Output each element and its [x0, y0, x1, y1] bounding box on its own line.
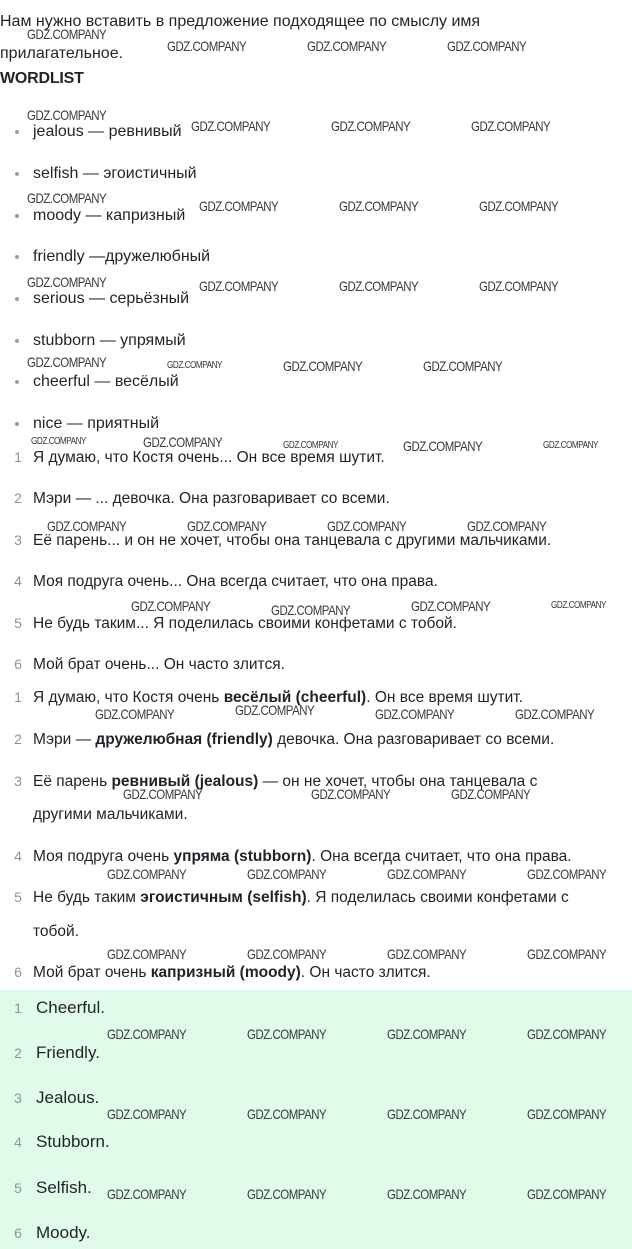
watermark-text: GDZ.COMPANY — [527, 1186, 607, 1202]
watermark-text: GDZ.COMPANY — [339, 278, 419, 294]
watermark-text: GDZ.COMPANY — [107, 946, 187, 962]
watermark-text: GDZ.COMPANY — [247, 866, 327, 882]
bullet-icon — [15, 297, 19, 301]
watermark-text: GDZ.COMPANY — [543, 440, 599, 451]
bullet-icon — [15, 422, 19, 426]
watermark-text: GDZ.COMPANY — [123, 786, 203, 802]
watermark-text: GDZ.COMPANY — [479, 278, 559, 294]
watermark-text: GDZ.COMPANY — [387, 1106, 467, 1122]
watermark-text: GDZ.COMPANY — [515, 706, 595, 722]
watermark-text: GDZ.COMPANY — [271, 602, 351, 618]
watermark-text: GDZ.COMPANY — [403, 438, 483, 454]
watermark-text: GDZ.COMPANY — [387, 1186, 467, 1202]
watermark-text: GDZ.COMPANY — [247, 1026, 327, 1042]
answer-word: капризный (moody) — [150, 964, 301, 981]
watermark-text: GDZ.COMPANY — [387, 1026, 467, 1042]
watermark-text: GDZ.COMPANY — [247, 1186, 327, 1202]
watermark-text: GDZ.COMPANY — [143, 434, 223, 450]
watermark-text: GDZ.COMPANY — [339, 198, 419, 214]
watermark-text: GDZ.COMPANY — [27, 107, 107, 123]
watermark-text: GDZ.COMPANY — [131, 598, 211, 614]
watermark-text: GDZ.COMPANY — [387, 866, 467, 882]
answer-word: ревнивый (jealous) — [111, 773, 259, 790]
watermark-text: GDZ.COMPANY — [471, 118, 551, 134]
watermark-text: GDZ.COMPANY — [199, 198, 279, 214]
watermark-text: GDZ.COMPANY — [47, 518, 127, 534]
watermark-text: GDZ.COMPANY — [187, 518, 267, 534]
watermark-text: GDZ.COMPANY — [27, 190, 107, 206]
watermark-text: GDZ.COMPANY — [527, 946, 607, 962]
bullet-icon — [15, 172, 19, 176]
watermark-text: GDZ.COMPANY — [107, 866, 187, 882]
answer-word: упряма (stubborn) — [173, 848, 312, 865]
watermark-text: GDZ.COMPANY — [247, 946, 327, 962]
watermark-text: GDZ.COMPANY — [467, 518, 547, 534]
watermark-text: GDZ.COMPANY — [411, 598, 491, 614]
watermark-text: GDZ.COMPANY — [375, 706, 455, 722]
watermark-text: GDZ.COMPANY — [283, 358, 363, 374]
bullet-icon — [15, 214, 19, 218]
watermark-text: GDZ.COMPANY — [31, 436, 87, 447]
watermark-text: GDZ.COMPANY — [107, 1106, 187, 1122]
answer-word: дружелюбная (friendly) — [95, 731, 273, 748]
watermark-text: GDZ.COMPANY — [27, 26, 107, 42]
answer-word: эгоистичным (selfish) — [140, 889, 307, 906]
watermark-text: GDZ.COMPANY — [527, 866, 607, 882]
watermark-text: GDZ.COMPANY — [311, 786, 391, 802]
watermark-text: GDZ.COMPANY — [247, 1106, 327, 1122]
watermark-text: GDZ.COMPANY — [331, 118, 411, 134]
watermark-text: GDZ.COMPANY — [27, 274, 107, 290]
watermark-text: GDZ.COMPANY — [447, 38, 527, 54]
watermark-text: GDZ.COMPANY — [527, 1106, 607, 1122]
bullet-icon — [15, 380, 19, 384]
watermark-text: GDZ.COMPANY — [107, 1026, 187, 1042]
watermark-text: GDZ.COMPANY — [95, 706, 175, 722]
watermark-text: GDZ.COMPANY — [527, 1026, 607, 1042]
watermark-text: GDZ.COMPANY — [479, 198, 559, 214]
watermark-text: GDZ.COMPANY — [107, 1186, 187, 1202]
watermark-text: GDZ.COMPANY — [191, 118, 271, 134]
watermark-text: GDZ.COMPANY — [451, 786, 531, 802]
watermark-text: GDZ.COMPANY — [551, 600, 607, 611]
bullet-icon — [15, 339, 19, 343]
watermark-text: GDZ.COMPANY — [387, 946, 467, 962]
watermark-text: GDZ.COMPANY — [307, 38, 387, 54]
instruction-text: Нам нужно вставить в предложение подходящее по смыслу имя прилагательное. — [0, 13, 481, 62]
watermark-text: GDZ.COMPANY — [167, 38, 247, 54]
wordlist-title: WORDLIST — [0, 70, 84, 87]
bullet-icon — [15, 255, 19, 259]
watermark-text: GDZ.COMPANY — [423, 358, 503, 374]
watermark-text: GDZ.COMPANY — [199, 278, 279, 294]
bullet-icon — [15, 130, 19, 134]
watermark-text: GDZ.COMPANY — [167, 360, 223, 371]
answer-word: весёлый (cheerful) — [223, 689, 367, 706]
watermark-text: GDZ.COMPANY — [283, 440, 339, 451]
watermark-text: GDZ.COMPANY — [327, 518, 407, 534]
watermark-text: GDZ.COMPANY — [27, 354, 107, 370]
watermark-text: GDZ.COMPANY — [235, 702, 315, 718]
answers-block: 1 Cheerful. 2 Friendly. 3 Jealous. 4 Stubborn. 5 Selfish. 6 Moody. — [0, 990, 632, 1249]
